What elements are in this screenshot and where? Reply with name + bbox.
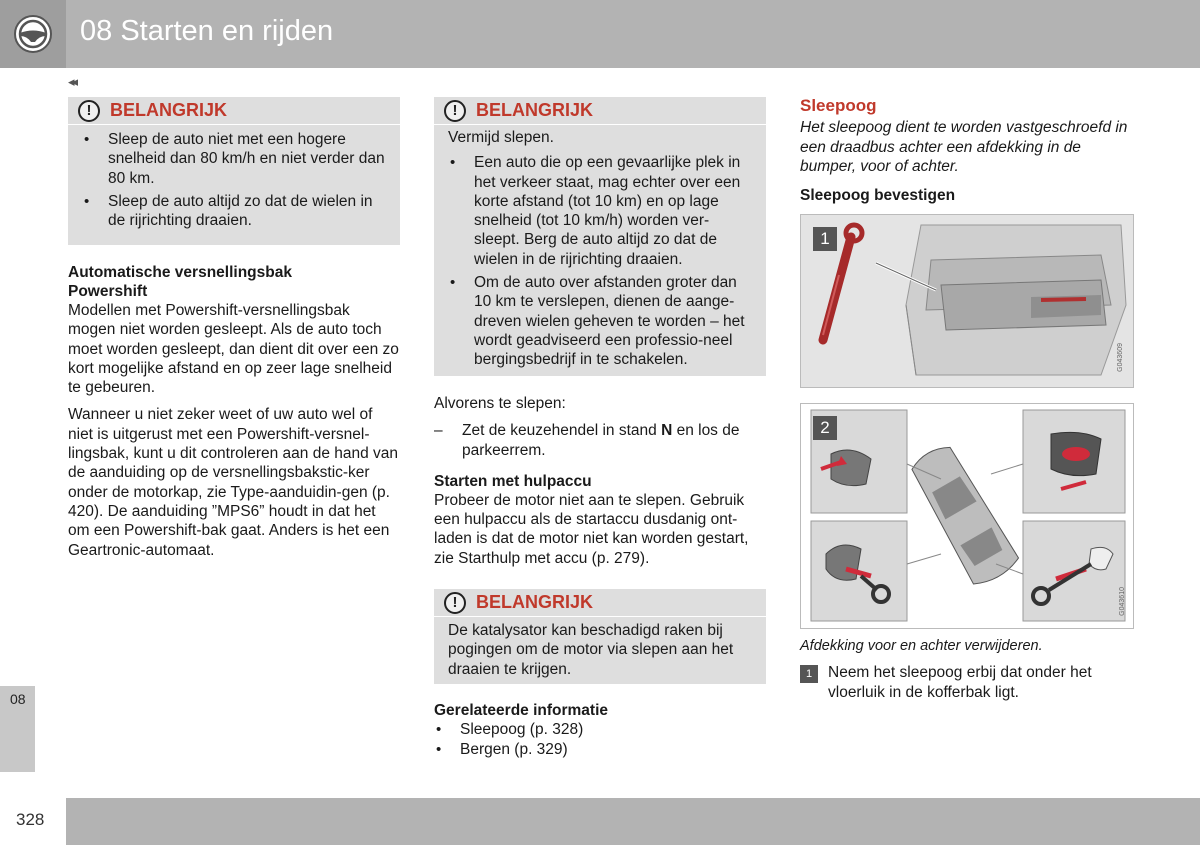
- box-header: [434, 97, 766, 125]
- intro-text: Het sleepoog dient te worden vastgeschroefd in een draadbus achter een afdekking in de bumper, voor of achter.: [800, 119, 1128, 175]
- steering-wheel-icon: [13, 14, 53, 54]
- warning-icon: !: [444, 100, 466, 122]
- figure-number: 2: [813, 416, 837, 440]
- related-link[interactable]: • Bergen (p. 329): [434, 740, 766, 759]
- sub-heading: Sleepoog bevestigen: [800, 187, 956, 205]
- important-box-speed: [68, 97, 400, 245]
- step-1: [800, 663, 1134, 702]
- page-number: 328: [16, 810, 45, 829]
- box-header: [68, 97, 400, 125]
- box-title: BELANGRIJK: [110, 100, 228, 120]
- list-item: • Een auto die op een gevaarlijke plek in het verkeer staat, mag echter over een korte afstand (tot 10 km) en op lage snelheid (tot 10 km/h) worden ver-sleept. Berg de auto altijd zo dat de wielen in de rijrichting draaien.: [448, 153, 754, 269]
- gear-position: N: [661, 422, 673, 440]
- list-item: • Sleep de auto altijd zo dat de wielen in de rijrichting draaien.: [82, 192, 388, 231]
- figure-code: G043610: [1119, 587, 1126, 616]
- section-heading: Gerelateerde informatie: [434, 702, 609, 719]
- cover-removal-illustration: [801, 404, 1133, 628]
- related-link[interactable]: • Sleepoog (p. 328): [434, 720, 766, 739]
- figure-cover-removal: [800, 403, 1134, 629]
- important-box-catalyst: [434, 589, 766, 684]
- column-3-intro: [800, 96, 1134, 205]
- header-icon-box: [0, 0, 66, 68]
- figure-code: G043609: [1117, 343, 1124, 372]
- column-3-caption: [800, 637, 1134, 702]
- column-2-text: [434, 394, 766, 576]
- paragraph: Alvorens te slepen:: [434, 395, 566, 412]
- list-item: • Om de auto over afstanden groter dan 10 km te verslepen, dienen de aange-dreven wielen geheven te worden – het wordt geadviseerd een professio-neel bergingsbedrijf in te schakelen.: [448, 273, 754, 369]
- section-heading-line2: Powershift: [68, 283, 148, 300]
- box-title: BELANGRIJK: [476, 100, 594, 120]
- step-number-badge: 1: [800, 665, 818, 683]
- chapter-title: 08 Starten en rijden: [80, 15, 334, 47]
- page-number-box: [0, 798, 66, 845]
- chapter-side-tab: [0, 686, 35, 772]
- list-item: • Sleep de auto niet met een hogere snelheid dan 80 km/h en niet verder dan 80 km.: [82, 130, 388, 188]
- page-footer: [0, 798, 1200, 845]
- figure-caption: Afdekking voor en achter verwijderen.: [800, 638, 1043, 654]
- related-info: [434, 701, 766, 764]
- double-chevron-left-icon[interactable]: ◂◂: [68, 74, 76, 89]
- figure-number: 1: [813, 227, 837, 251]
- warning-icon: !: [444, 592, 466, 614]
- box-title: BELANGRIJK: [476, 592, 594, 612]
- box-text: De katalysator kan beschadigd raken bij pogingen om de motor via slepen aan het draaien te krijgen.: [448, 622, 734, 678]
- trunk-illustration: [801, 215, 1133, 387]
- paragraph: Wanneer u niet zeker weet of uw auto wel of niet is uitgerust met een Powershift-versnel-lingsbak, kunt u dit controleren aan de hand van de aanduiding op de versnellingsbakstic-ker onder de motorkap, zie Type-aanduidin-gen (p. 420). De aanduiding ”MPS6” houdt in dat het om een Powershift-bak gaat. Anders is het een Geartronic-automaat.: [68, 406, 399, 559]
- box-header: [434, 589, 766, 617]
- page-header: [0, 0, 1200, 68]
- step-text: Neem het sleepoog erbij dat onder het vloerluik in de kofferbak ligt.: [828, 664, 1092, 701]
- step-item: – Zet de keuzehendel in stand N en los de parkeerrem.: [434, 421, 766, 460]
- section-heading-line1: Automatische versnellingsbak: [68, 264, 292, 281]
- box-intro: Vermijd slepen.: [448, 129, 554, 146]
- section-heading: Starten met hulpaccu: [434, 472, 592, 490]
- important-box-towing: [434, 97, 766, 376]
- warning-icon: !: [78, 100, 100, 122]
- chapter-tab-label: 08: [10, 691, 26, 707]
- figure-tow-eye-trunk: [800, 214, 1134, 388]
- section-title: Sleepoog: [800, 96, 877, 115]
- paragraph: Probeer de motor niet aan te slepen. Gebruik een hulpaccu als de startaccu dusdanig ont-laden is dat de motor niet kan worden gestart, zie Starthulp met accu (p. 279).: [434, 491, 749, 567]
- column-1-text: [68, 263, 400, 568]
- paragraph: Modellen met Powershift-versnellingsbak mogen niet worden gesleept. Als de auto toch moet worden gesleept, dan dient dit over een zo kort mogelijke afstand en op zeer lage snelheid te gebeuren.: [68, 302, 399, 397]
